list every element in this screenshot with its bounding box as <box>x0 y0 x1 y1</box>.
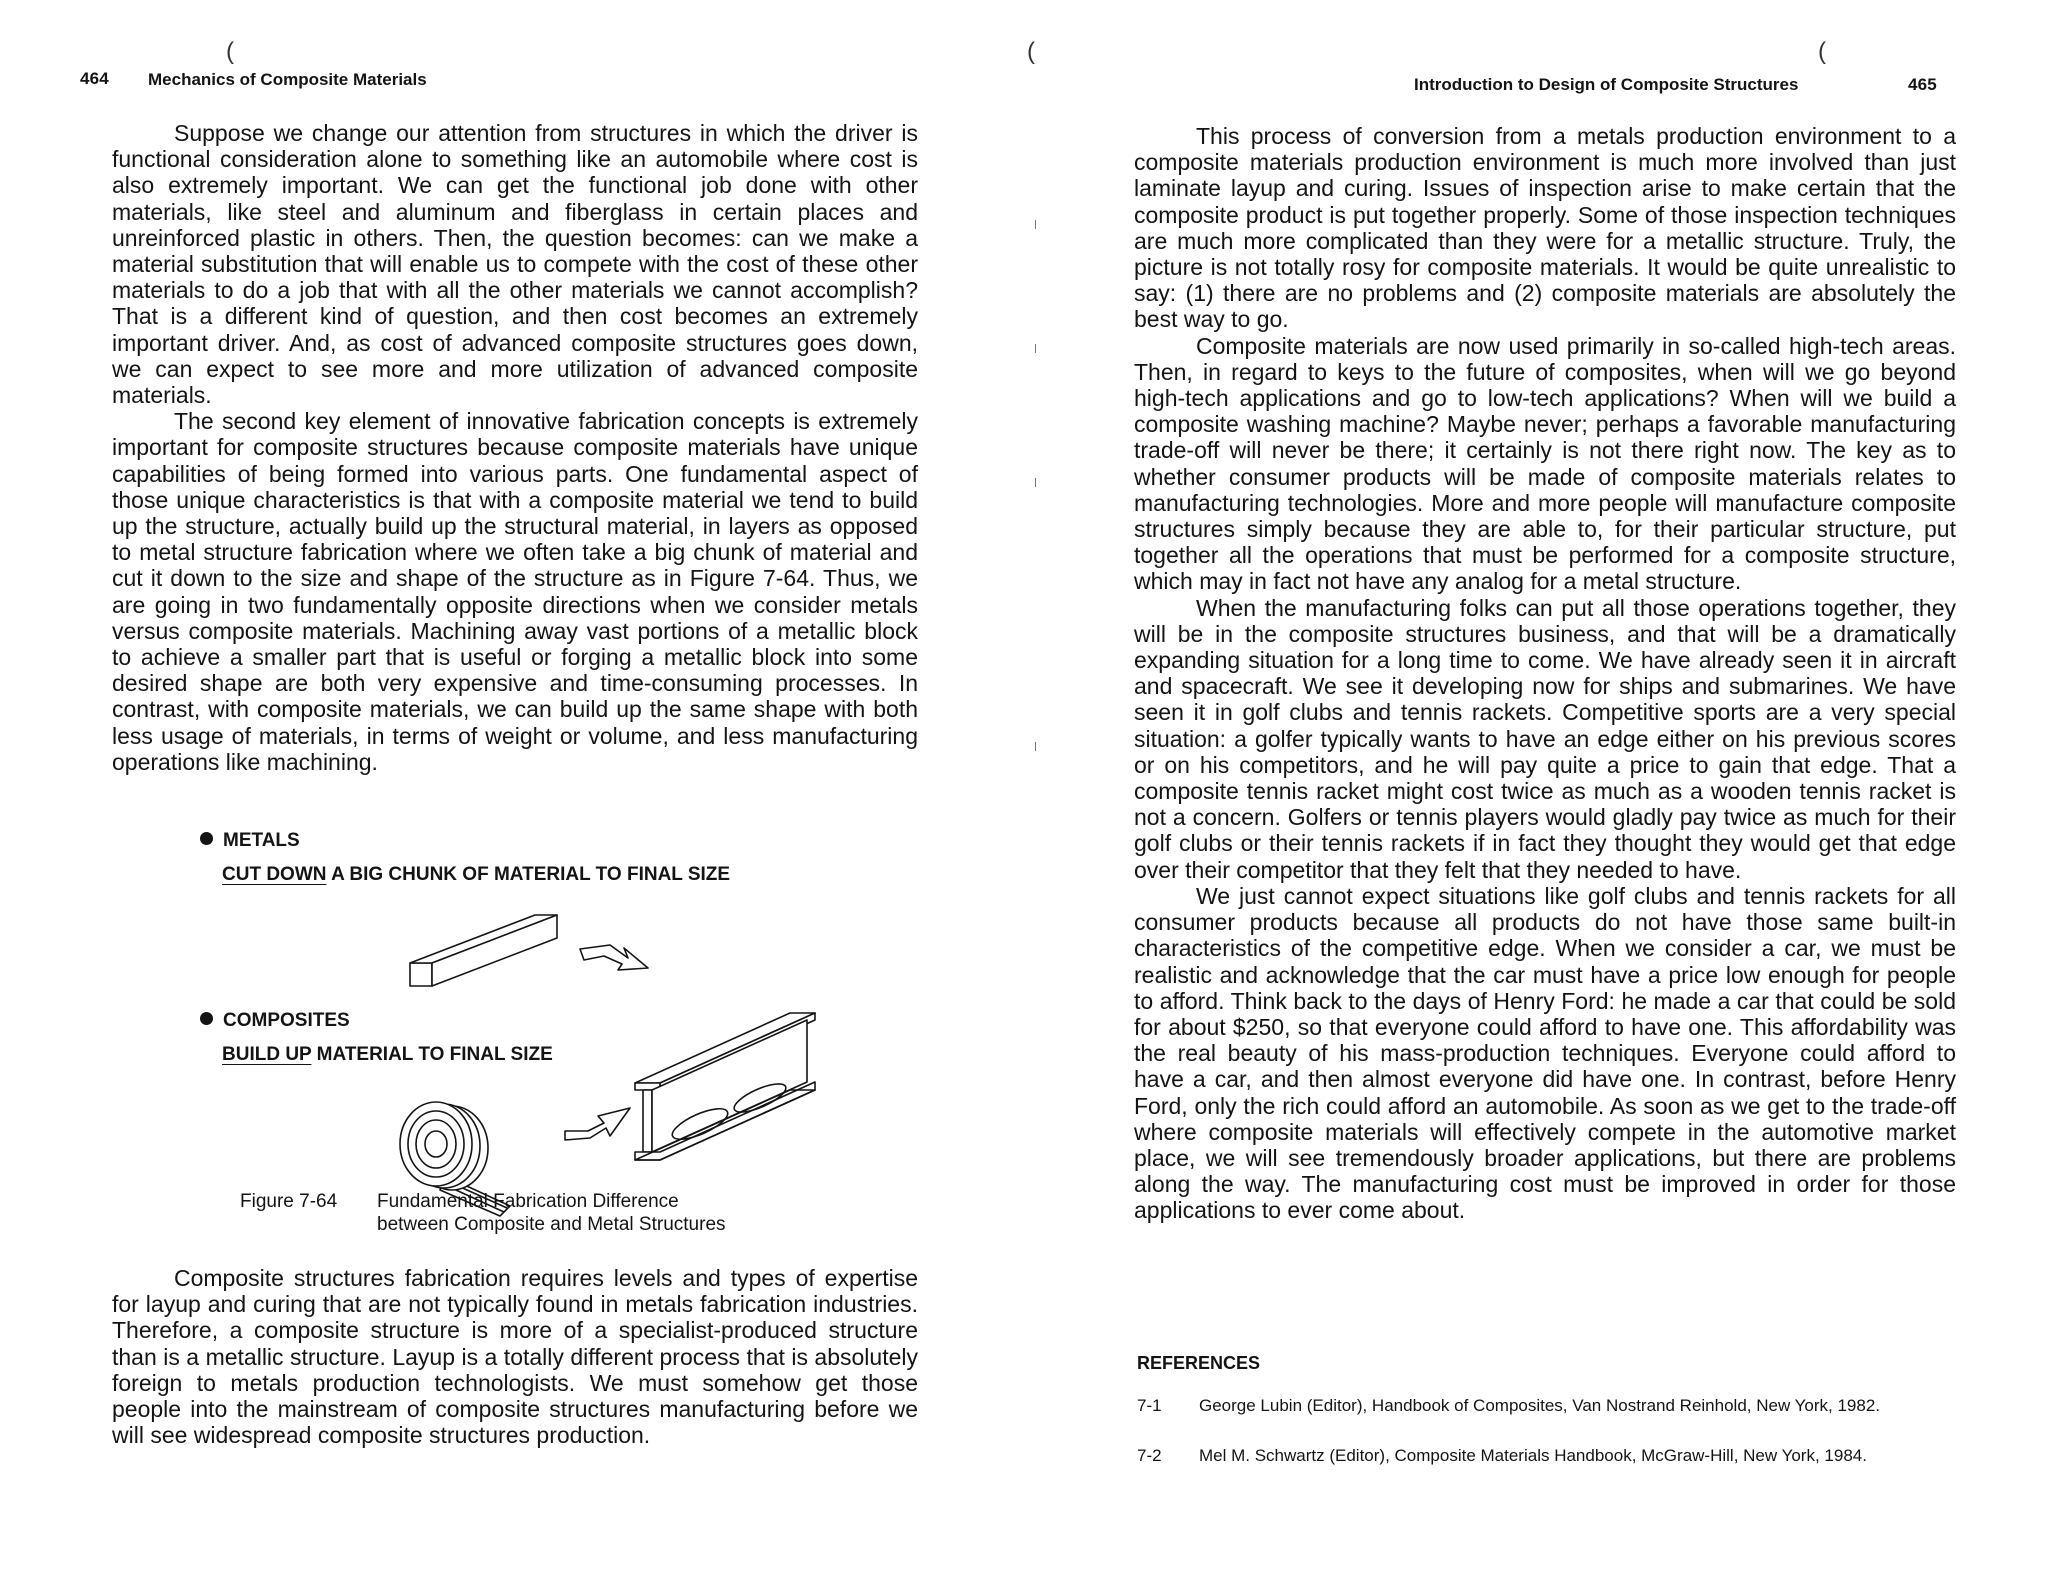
figure-caption-label: Figure 7-64 <box>240 1191 338 1212</box>
right-text <box>1134 123 1956 1224</box>
left-running-head: Mechanics of Composite Materials <box>148 70 427 89</box>
figure-caption-text: Fundamental Fabrication Difference between Composite and Metal Structures <box>377 1191 726 1235</box>
reference-text: Mel M. Schwartz (Editor), Composite Materials Handbook, McGraw-Hill, New York, 1984. <box>1199 1446 1867 1465</box>
paragraph: When the manufacturing folks can put all those operations together, they will be in the composite structures business, and that will be a dramatically expanding situation for a long time to come. We have already seen it in aircraft and spacecraft. We see it developing now for ships and submarines. We have seen it in golf clubs and tennis rackets. Competitive sports are a very special situation: a golfer typically wants to have an edge either on his previous scores or on his competitors, and he will pay quite a price to gain that edge. That a composite tennis racket might cost twice as much as a wooden tennis racket is not a concern. Golfers or tennis players would gladly pay twice as much for their golf clubs or their tennis rackets if in fact they thought they would get that edge over their competitor that they felt that they needed to have. <box>1134 594 1956 883</box>
references-heading: REFERENCES <box>1137 1353 1261 1373</box>
metals-heading: METALS <box>200 830 300 852</box>
left-text-before-figure <box>112 120 918 775</box>
composites-heading: COMPOSITES <box>200 1010 350 1032</box>
left-page-number: 464 <box>80 69 109 88</box>
figure-7-64 <box>0 818 1024 1238</box>
composites-description: BUILD UP MATERIAL TO FINAL SIZE <box>222 1044 553 1065</box>
arrow-icon <box>565 1108 630 1140</box>
figure-drawing <box>0 818 1024 1238</box>
right-page-number: 465 <box>1908 75 1937 94</box>
paragraph: Composite structures fabrication requires levels and types of expertise for layup and curing that are not typically found in metals fabrication industries. Therefore, a composite structure is more of a specialist-produced structure than is a metallic structure. Layup is a totally different process that is absolutely foreign to metals production technologists. We must somehow get those people into the mainstream of composite structures manufacturing before we will see widespread composite structures production. <box>112 1265 918 1449</box>
binding-mark: ( <box>226 38 234 65</box>
reference-text: George Lubin (Editor), Handbook of Composites, Van Nostrand Reinhold, New York, 1982. <box>1199 1396 1881 1415</box>
right-running-head: Introduction to Design of Composite Structures <box>1414 75 1799 94</box>
paragraph: Composite materials are now used primarily in so-called high-tech areas. Then, in regard to keys to the future of composites, when will we go beyond high-tech applications and go to low-tech applications? When will we build a composite washing machine? Maybe never; perhaps a favorable manufacturing trade-off will never be there; it certainly is not there right now. The key as to whether consumer products will be made of composite materials relates to manufacturing technologies. More and more people will manufacture composite structures simply because they are able to, for their particular structure, put together all the operations that must be performed for a composite structure, which may in fact not have any analog for a metal structure. <box>1134 332 1956 595</box>
binding-mark: ( <box>1818 38 1826 65</box>
binding-mark: ( <box>1027 38 1035 65</box>
left-text-after-figure <box>112 1265 918 1448</box>
reference-item <box>1137 1396 2048 1440</box>
paragraph: We just cannot expect situations like golf clubs and tennis rackets for all consumer products because all products do not have those same built-in characteristics of the competitive edge. When we consider a car, we must be realistic and acknowledge that the car must have a price low enough for people to afford. Think back to the days of Henry Ford: he made a car that could be sold for about $250, so that everyone could afford to have one. This affordability was the real beauty of his mass-production techniques. Everyone could afford to have a car, and then almost everyone did have one. In contrast, before Henry Ford, only the rich could afford an automobile. As soon as we get to the trade-off where composite materials will effectively compete in the automotive market place, we will see tremendously broader applications, but there are problems along the way. The manufacturing cost must be improved in order for those applications to ever come about. <box>1134 882 1956 1224</box>
reference-number: 7-2 <box>1137 1446 1162 1465</box>
i-beam-icon <box>635 1013 815 1160</box>
right-page <box>1024 0 2048 1582</box>
paragraph: This process of conversion from a metals production environment to a composite materials production environment is much more involved than just laminate layup and curing. Issues of inspection arise to make certain that the composite product is put together properly. Some of those inspection techniques are much more complicated than they were for a metallic structure. Truly, the picture is not totally rosy for composite materials. It would be quite unrealistic to say: (1) there are no problems and (2) composite materials are absolutely the best way to go. <box>1134 123 1956 333</box>
paragraph: Suppose we change our attention from structures in which the driver is functional consideration alone to something like an automobile where cost is also extremely important. We can get the functional job done with other materials, like steel and aluminum and fiberglass in certain places and unreinforced plastic in others. Then, the question becomes: can we make a material substitution that will enable us to compete with the cost of these other materials to do a job that with all the other materials we cannot accomplish? That is a different kind of question, and then cost becomes an extremely important driver. And, as cost of advanced composite structures goes down, we can expect to see more and more utilization of advanced composite materials. <box>112 120 918 409</box>
paragraph: The second key element of innovative fabrication concepts is extremely important for composite structures because composite materials have unique capabilities of being formed into various parts. One fundamental aspect of those unique characteristics is that with a composite material we tend to build up the structure, actually build up the structural material, in layers as opposed to metal structure fabrication where we often take a big chunk of material and cut it down to the size and shape of the structure as in Figure 7-64. Thus, we are going in two fundamentally opposite directions when we consider metals versus composite materials. Machining away vast portions of a metallic block to achieve a smaller part that is useful or forging a metallic block into some desired shape are both very expensive and time-consuming processes. In contrast, with composite materials, we can build up the same shape with both less usage of materials, in terms of weight or volume, and less manufacturing operations like machining. <box>112 408 918 775</box>
metal-block-icon <box>410 915 557 986</box>
metals-description: CUT DOWN A BIG CHUNK OF MATERIAL TO FINAL SIZE <box>222 864 731 885</box>
reference-item <box>1137 1446 2048 1490</box>
reference-number: 7-1 <box>1137 1396 1162 1415</box>
arrow-icon <box>580 945 648 970</box>
